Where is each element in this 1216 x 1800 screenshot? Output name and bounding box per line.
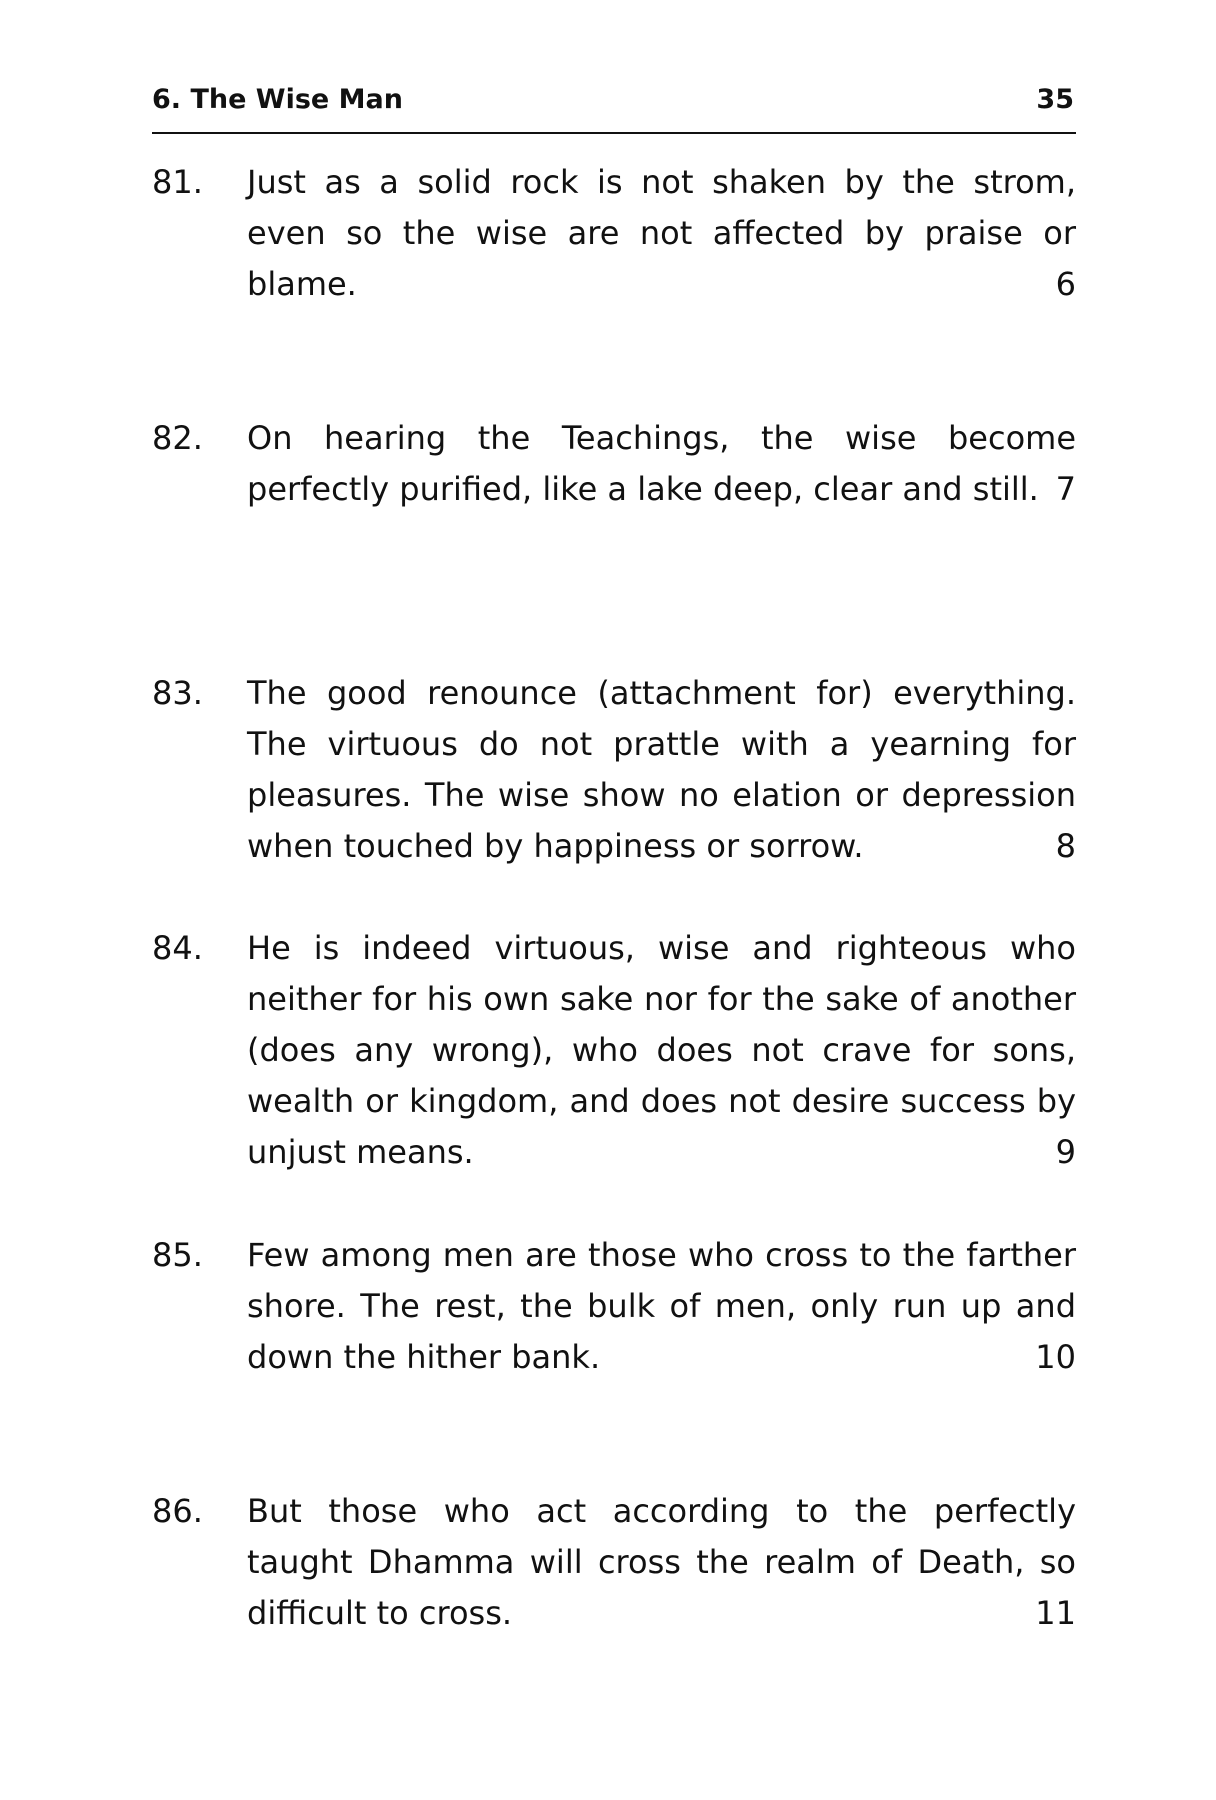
verse-number: 81. [152,163,203,201]
chapter-title: 6. The Wise Man [152,84,403,115]
verse-number: 86. [152,1492,203,1530]
verse-reference: 8 [1055,827,1076,865]
verse-reference: 6 [1055,265,1076,303]
verse-body: The good renounce (attachment for) everything. The virtuous do not prattle with a yearning for pleasures. The wise show no elation or depression when touched by happiness or sorrow. [247,674,1076,865]
verse-reference: 7 [1055,470,1076,508]
verse-body: But those who act according to the perfectly taught Dhamma will cross the realm of Death, so difficult to cross. [247,1492,1076,1632]
running-header [152,84,1076,134]
verse-text [247,1230,1076,1383]
verse-reference: 11 [1035,1594,1076,1632]
verse-body: On hearing the Teachings, the wise become perfectly purified, like a lake deep, clear and still. [247,419,1076,508]
verse-number: 83. [152,674,203,712]
verse-text [247,157,1076,310]
verse-text [247,923,1076,1178]
verse-body: Just as a solid rock is not shaken by the strom, even so the wise are not affected by praise or blame. [247,163,1076,303]
verse-number: 85. [152,1236,203,1274]
page-number: 35 [1036,84,1074,115]
verse-number: 82. [152,419,203,457]
verse-reference: 9 [1055,1133,1076,1171]
verse-reference: 10 [1035,1338,1076,1376]
verse-text [247,668,1076,872]
verse-body: Few among men are those who cross to the farther shore. The rest, the bulk of men, only run up and down the hither bank. [247,1236,1076,1376]
verse-text [247,413,1076,515]
verse-text [247,1486,1076,1639]
verse-body: He is indeed virtuous, wise and righteous who neither for his own sake nor for the sake of another (does any wrong), who does not crave for sons, wealth or kingdom, and does not desire success by unjust means. [247,929,1076,1171]
verse-number: 84. [152,929,203,967]
